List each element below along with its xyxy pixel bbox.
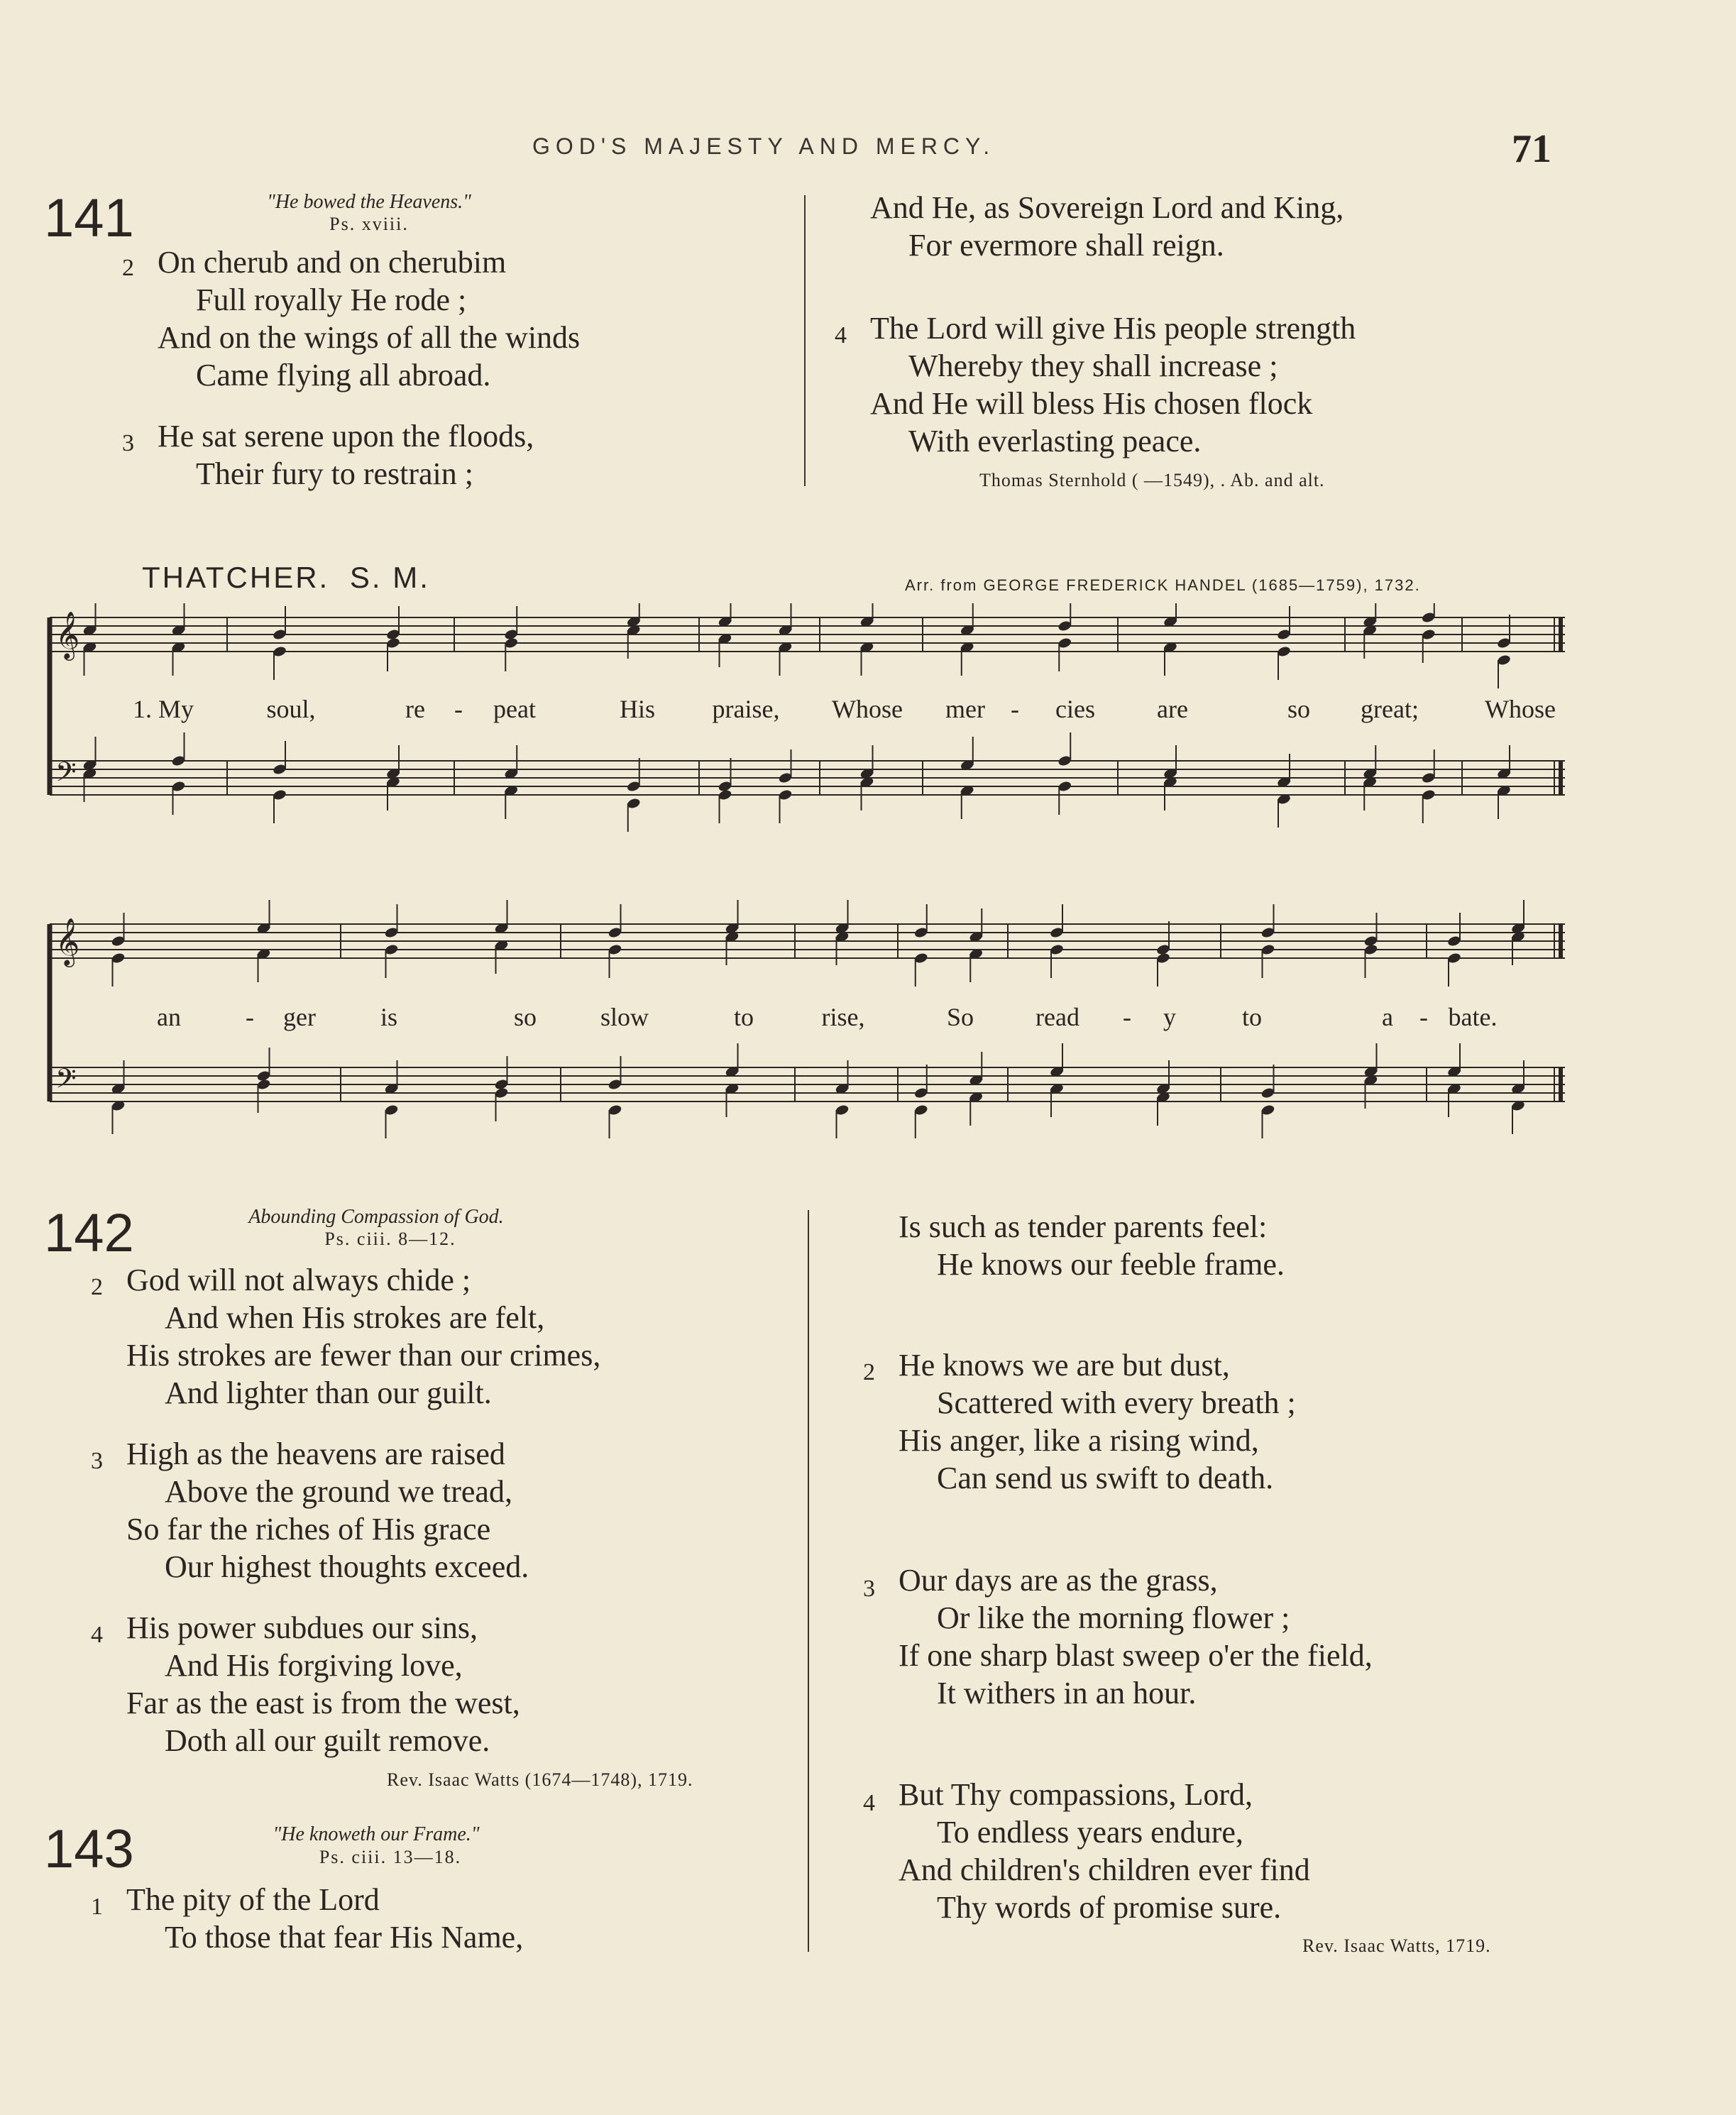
hymn-143-verse-3 [863,1561,1373,1712]
verse-number: 1 [91,1894,103,1920]
lyric-syllable: - [1419,1003,1428,1031]
verse-line: The pity of the Lord [126,1882,380,1917]
treble-clef: 𝄞 [55,610,80,659]
verse-line: With everlasting peace. [908,424,1202,458]
hymn-141-attribution: Thomas Sternhold ( —1549), . Ab. and alt. [979,470,1325,490]
hymn-143-psalm: Ps. ciii. 13—18. [319,1847,462,1867]
verse-line: Is such as tender parents feel: [899,1209,1268,1244]
verse-line: Above the ground we tread, [165,1474,512,1509]
lyric-syllable: - [1123,1003,1131,1031]
lyric-syllable: are [1157,695,1188,723]
verse-line: Our days are as the grass, [899,1563,1218,1598]
hymn-141-verse-4 [835,309,1356,460]
verse-line: To those that fear His Name, [165,1920,524,1955]
lyric-syllable: an [157,1003,181,1031]
hymn-142-verse-3 [91,1435,529,1586]
hymn-142-attribution: Rev. Isaac Watts (1674—1748), 1719. [387,1769,693,1790]
page-number: 71 [1512,127,1551,171]
hymn-141-subtitle: "He bowed the Heavens." [267,191,471,213]
verse-number: 3 [122,430,134,456]
lyric-syllable: bate. [1448,1003,1498,1031]
verse-line: And He, as Sovereign Lord and King, [870,190,1344,225]
verse-line: He knows we are but dust, [899,1348,1230,1383]
lyric-syllable: so [513,1003,537,1031]
verse-line: Whereby they shall increase ; [908,348,1278,383]
hymn-143-verse-2 [863,1346,1296,1497]
verse-line: Our highest thoughts exceed. [165,1549,529,1584]
tune-arranger: Arr. from GEORGE FREDERICK HANDEL (1685—1759), 1732. [905,576,1421,594]
hymn-143-verse-4 [863,1776,1310,1926]
verse-line: And when His strokes are felt, [165,1300,545,1335]
verse-line: His power subdues our sins, [126,1610,478,1645]
verse-line: And on the wings of all the winds [158,320,581,355]
verse-line: If one sharp blast sweep o'er the field, [899,1638,1373,1673]
double-bar [1559,1067,1563,1102]
lyric-syllable: - [454,695,463,723]
hymn-141-verse-3 [122,417,534,493]
double-bar [1559,617,1563,652]
verse-line: Or like the morning flower ; [937,1600,1290,1635]
verse-line: And His forgiving love, [165,1648,463,1683]
lyric-syllable: slow [600,1003,649,1031]
verse-number: 4 [863,1790,875,1816]
verse-line: To endless years endure, [937,1815,1243,1850]
hymn-142-verse-4 [91,1609,520,1759]
verse-line: God will not always chide ; [126,1263,471,1297]
verse-line: And He will bless His chosen flock [870,386,1313,421]
verse-line: And lighter than our guilt. [165,1375,492,1410]
hymn-142-subtitle: Abounding Compassion of God. [248,1206,504,1228]
lyric-syllable: Whose [832,695,903,723]
treble-clef: 𝄞 [55,917,80,965]
lyric-syllable: great; [1361,695,1419,723]
hymn-number-141: 141 [44,188,134,248]
verse-number: 2 [122,255,134,281]
lyric-syllable: cies [1055,695,1095,723]
verse-line: It withers in an hour. [937,1676,1197,1710]
verse-number: 3 [91,1448,103,1474]
lyric-syllable: - [1011,695,1019,723]
hymn-141-verse-3-cont [870,189,1344,264]
lyric-syllable: to [1241,1003,1263,1031]
hymn-number-143: 143 [44,1819,134,1879]
hymn-141-verse-2 [122,243,581,394]
lyric-syllable: rise, [821,1003,865,1031]
verse-line: He knows our feeble frame. [937,1247,1285,1282]
verse-line: His strokes are fewer than our crimes, [126,1338,601,1373]
verse-line: For evermore shall reign. [908,228,1224,263]
hymn-143-attribution: Rev. Isaac Watts, 1719. [1302,1935,1491,1956]
verse-line: So far the riches of His grace [126,1512,491,1547]
hymn-number-142: 142 [44,1203,134,1263]
lyric-syllable: a [1382,1003,1393,1031]
lyric-syllable: read [1035,1003,1079,1031]
double-bar [1559,761,1563,795]
verse-number: 3 [863,1576,875,1602]
tune-name [142,561,430,595]
double-bar [1559,924,1563,958]
verse-number: 4 [91,1622,103,1648]
lyric-syllable: re [405,695,425,723]
verse-line: Doth all our guilt remove. [165,1723,490,1758]
verse-line: But Thy compassions, Lord, [899,1777,1253,1812]
hymn-143-verse-1-cont [899,1208,1285,1283]
verse-line: The Lord will give His people strength [870,311,1356,346]
lyric-syllable: Whose [1485,695,1556,723]
bass-clef: 𝄢 [55,1062,77,1101]
hymn-142-verse-2 [91,1261,601,1412]
lyric-syllable: mer [945,695,985,723]
hymn-143-subtitle: "He knoweth our Frame." [273,1823,480,1845]
lyric-syllable: is [380,1003,398,1031]
verse-line: Their fury to restrain ; [196,456,473,491]
bass-clef: 𝄢 [55,756,77,794]
lyric-syllable: 1. My [132,695,194,723]
hymn-141-psalm: Ps. xviii. [329,214,409,234]
lyric-syllable: peat [493,695,536,723]
verse-line: His anger, like a rising wind, [899,1423,1259,1458]
tune-meter: S. M. [349,561,430,594]
lyric-syllable: soul, [266,695,316,723]
verse-line: Came flying all abroad. [196,358,491,392]
verse-line: Can send us swift to death. [937,1461,1274,1495]
tune-title: THATCHER. [142,561,330,594]
lyric-syllable: So [946,1003,974,1031]
hymn-143-verse-1 [91,1881,524,1956]
column-divider [804,195,806,486]
verse-number: 2 [91,1274,103,1300]
music-system-1 [0,603,1736,845]
lyric-syllable: y [1163,1003,1176,1031]
hymn-142-psalm: Ps. ciii. 8—12. [324,1229,456,1249]
verse-line: He sat serene upon the floods, [158,419,534,454]
column-divider [808,1210,809,1952]
lyric-syllable: praise, [712,695,780,723]
verse-line: Full royally He rode ; [196,282,467,317]
verse-line: Thy words of promise sure. [937,1890,1282,1925]
verse-line: Scattered with every breath ; [937,1385,1296,1420]
lyric-syllable: ger [283,1003,316,1031]
lyric-syllable: His [619,695,656,723]
verse-line: On cherub and on cherubim [158,245,507,280]
lyric-syllable: to [733,1003,754,1031]
verse-line: High as the heavens are raised [126,1436,505,1471]
running-title: GOD'S MAJESTY AND MERCY. [532,133,996,159]
verse-number: 4 [835,322,847,348]
verse-line: Far as the east is from the west, [126,1686,520,1720]
lyric-syllable: - [246,1003,254,1031]
verse-number: 2 [863,1359,875,1385]
lyric-syllable: so [1287,695,1311,723]
verse-line: And children's children ever find [899,1852,1310,1887]
